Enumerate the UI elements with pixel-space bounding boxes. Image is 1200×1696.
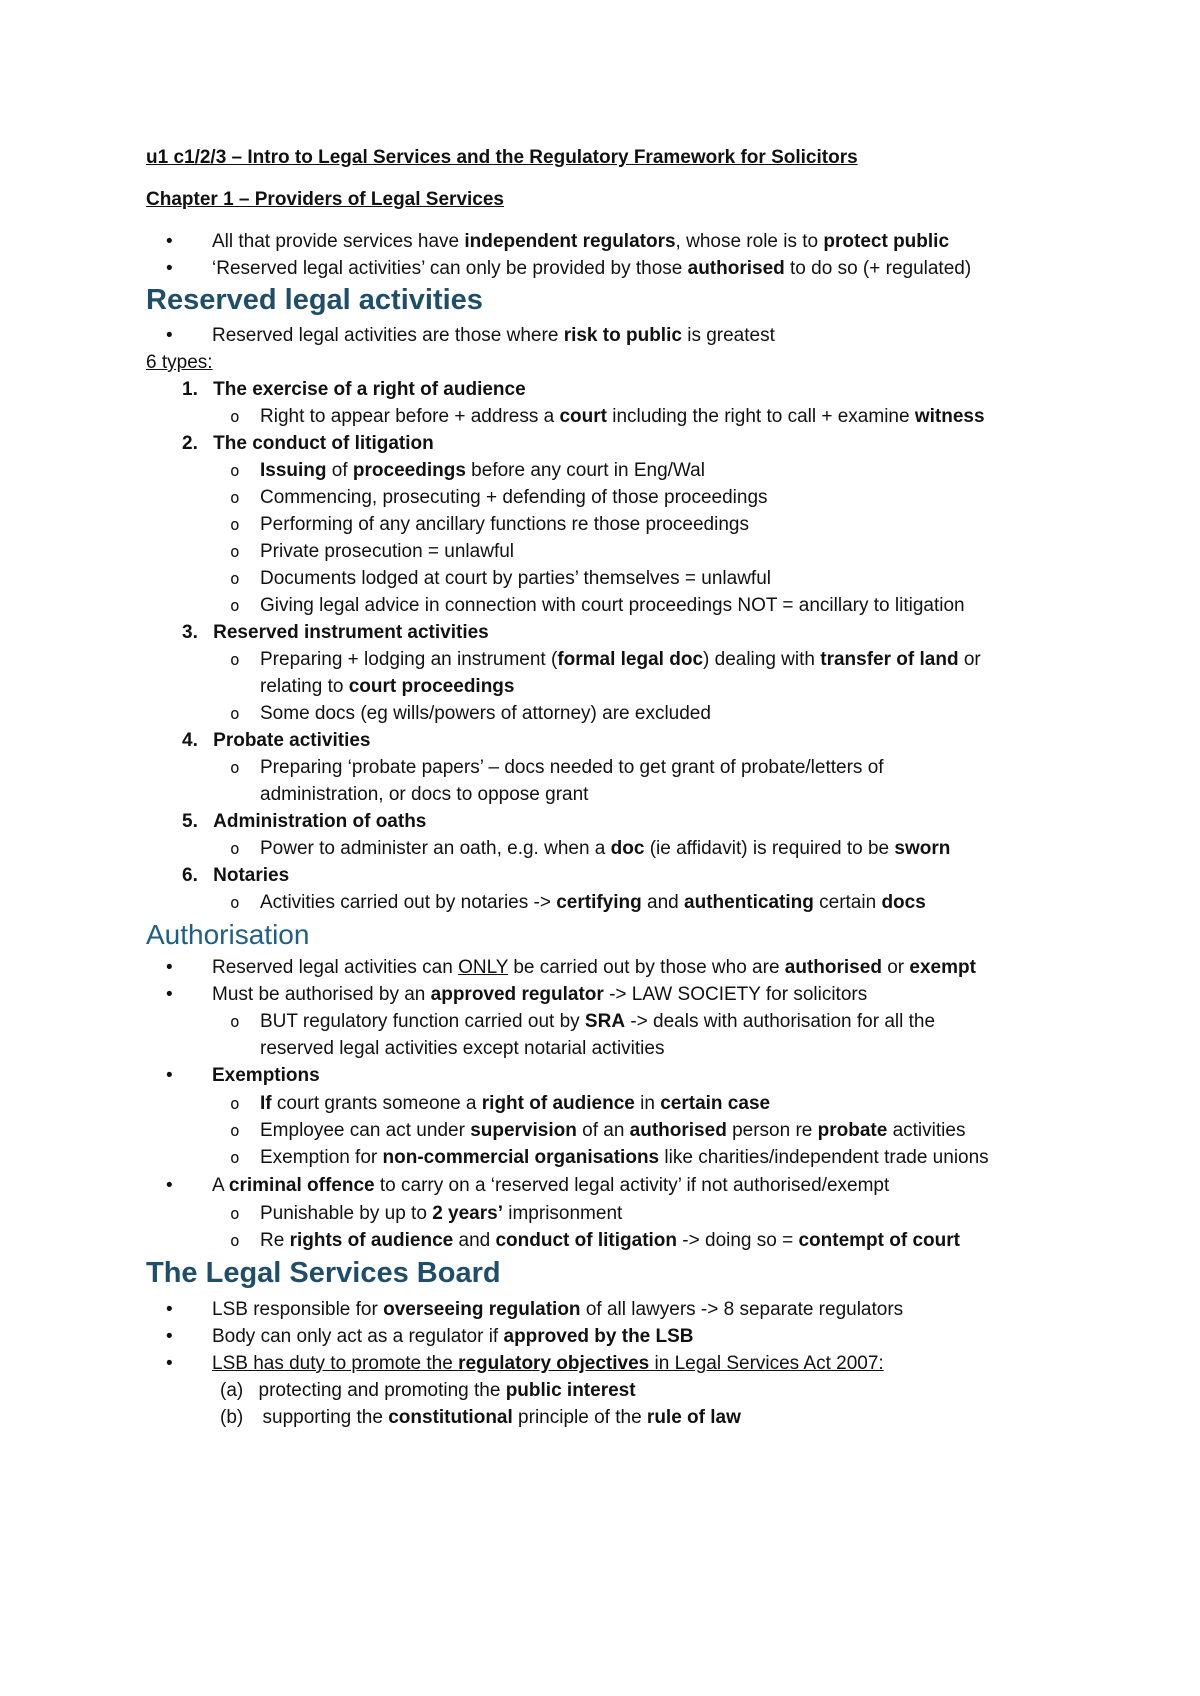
sub-bullet-icon: o xyxy=(230,461,240,480)
list-item: • Must be authorised by an approved regulator -> LAW SOCIETY for solicitors xyxy=(166,984,868,1005)
list-item-continuation: reserved legal activities except notarial activities xyxy=(260,1038,665,1059)
sub-bullet-icon: o xyxy=(230,488,240,507)
list-item: o Power to administer an oath, e.g. when a doc (ie affidavit) is required to be sworn xyxy=(230,838,951,859)
list-item: • Exemptions xyxy=(166,1065,320,1086)
list-item: o Employee can act under supervision of an authorised person re probate activities xyxy=(230,1120,966,1141)
list-item: o BUT regulatory function carried out by SRA -> deals with authorisation for all the xyxy=(230,1011,936,1032)
list-item: • ‘Reserved legal activities’ can only be provided by those authorised to do so (+ regulated) xyxy=(166,258,972,279)
bullet-icon: • xyxy=(166,1175,173,1196)
type-heading: 2. The conduct of litigation xyxy=(182,433,434,454)
type-heading: 6. Notaries xyxy=(182,865,290,886)
list-item: o Preparing ‘probate papers’ – docs needed to get grant of probate/letters of xyxy=(230,757,884,778)
sub-bullet-icon: o xyxy=(230,1204,240,1223)
list-item-continuation: administration, or docs to oppose grant xyxy=(260,784,589,805)
list-item: o Activities carried out by notaries -> certifying and authenticating certain docs xyxy=(230,892,926,913)
list-item: o If court grants someone a right of audience in certain case xyxy=(230,1093,771,1114)
list-item: • All that provide services have independent regulators, whose role is to protect public xyxy=(166,231,950,252)
list-item: o Commencing, prosecuting + defending of those proceedings xyxy=(230,487,768,508)
sub-bullet-icon: o xyxy=(230,407,240,426)
bullet-icon: • xyxy=(166,984,173,1005)
chapter-heading: Chapter 1 – Providers of Legal Services xyxy=(146,189,504,210)
sub-bullet-icon: o xyxy=(230,542,240,561)
bullet-icon: • xyxy=(166,325,173,346)
sub-bullet-icon: o xyxy=(230,650,240,669)
list-item: o Performing of any ancillary functions re those proceedings xyxy=(230,514,749,535)
sub-bullet-icon: o xyxy=(230,1148,240,1167)
bullet-icon: • xyxy=(166,1299,173,1320)
sub-bullet-icon: o xyxy=(230,1231,240,1250)
sub-bullet-icon: o xyxy=(230,596,240,615)
list-item: o Documents lodged at court by parties’ themselves = unlawful xyxy=(230,568,771,589)
list-item: o Some docs (eg wills/powers of attorney) are excluded xyxy=(230,703,711,724)
bullet-icon: • xyxy=(166,1065,173,1086)
type-heading: 5. Administration of oaths xyxy=(182,811,427,832)
list-item: o Giving legal advice in connection with court proceedings NOT = ancillary to litigation xyxy=(230,595,965,616)
list-item: • LSB responsible for overseeing regulation of all lawyers -> 8 separate regulators xyxy=(166,1299,904,1320)
list-item: o Re rights of audience and conduct of litigation -> doing so = contempt of court xyxy=(230,1230,960,1251)
list-item: o Right to appear before + address a court including the right to call + examine witness xyxy=(230,406,985,427)
six-types-label: 6 types: xyxy=(146,352,213,373)
list-item: o Preparing + lodging an instrument (formal legal doc) dealing with transfer of land or xyxy=(230,649,981,670)
list-item-continuation: relating to court proceedings xyxy=(260,676,515,697)
section-heading-authorisation: Authorisation xyxy=(146,919,310,950)
section-heading-reserved: Reserved legal activities xyxy=(146,284,483,316)
list-item: • LSB has duty to promote the regulatory objectives in Legal Services Act 2007: xyxy=(166,1353,884,1374)
document-title: u1 c1/2/3 – Intro to Legal Services and the Regulatory Framework for Solicitors xyxy=(146,147,858,168)
list-item: • A criminal offence to carry on a ‘reserved legal activity’ if not authorised/exempt xyxy=(166,1175,890,1196)
type-heading: 4. Probate activities xyxy=(182,730,371,751)
type-heading: 3. Reserved instrument activities xyxy=(182,622,489,643)
type-heading: 1. The exercise of a right of audience xyxy=(182,379,526,400)
list-item: • Reserved legal activities are those where risk to public is greatest xyxy=(166,325,775,346)
sub-bullet-icon: o xyxy=(230,893,240,912)
bullet-icon: • xyxy=(166,1353,173,1374)
sub-bullet-icon: o xyxy=(230,569,240,588)
sub-bullet-icon: o xyxy=(230,1121,240,1140)
list-item: (b) supporting the constitutional principle of the rule of law xyxy=(220,1407,741,1428)
list-item: (a) protecting and promoting the public interest xyxy=(220,1380,636,1401)
bullet-icon: • xyxy=(166,957,173,978)
sub-bullet-icon: o xyxy=(230,1094,240,1113)
list-item: o Exemption for non-commercial organisations like charities/independent trade unions xyxy=(230,1147,989,1168)
sub-bullet-icon: o xyxy=(230,704,240,723)
sub-bullet-icon: o xyxy=(230,758,240,777)
section-heading-lsb: The Legal Services Board xyxy=(146,1257,501,1289)
list-item: • Reserved legal activities can ONLY be carried out by those who are authorised or exempt xyxy=(166,957,976,978)
list-item: • Body can only act as a regulator if approved by the LSB xyxy=(166,1326,694,1347)
sub-bullet-icon: o xyxy=(230,839,240,858)
bullet-icon: • xyxy=(166,1326,173,1347)
list-item: o Private prosecution = unlawful xyxy=(230,541,515,562)
sub-bullet-icon: o xyxy=(230,515,240,534)
bullet-icon: • xyxy=(166,231,173,252)
sub-bullet-icon: o xyxy=(230,1012,240,1031)
bullet-icon: • xyxy=(166,258,173,279)
list-item: o Punishable by up to 2 years’ imprisonment xyxy=(230,1203,623,1224)
list-item: o Issuing of proceedings before any court in Eng/Wal xyxy=(230,460,705,481)
